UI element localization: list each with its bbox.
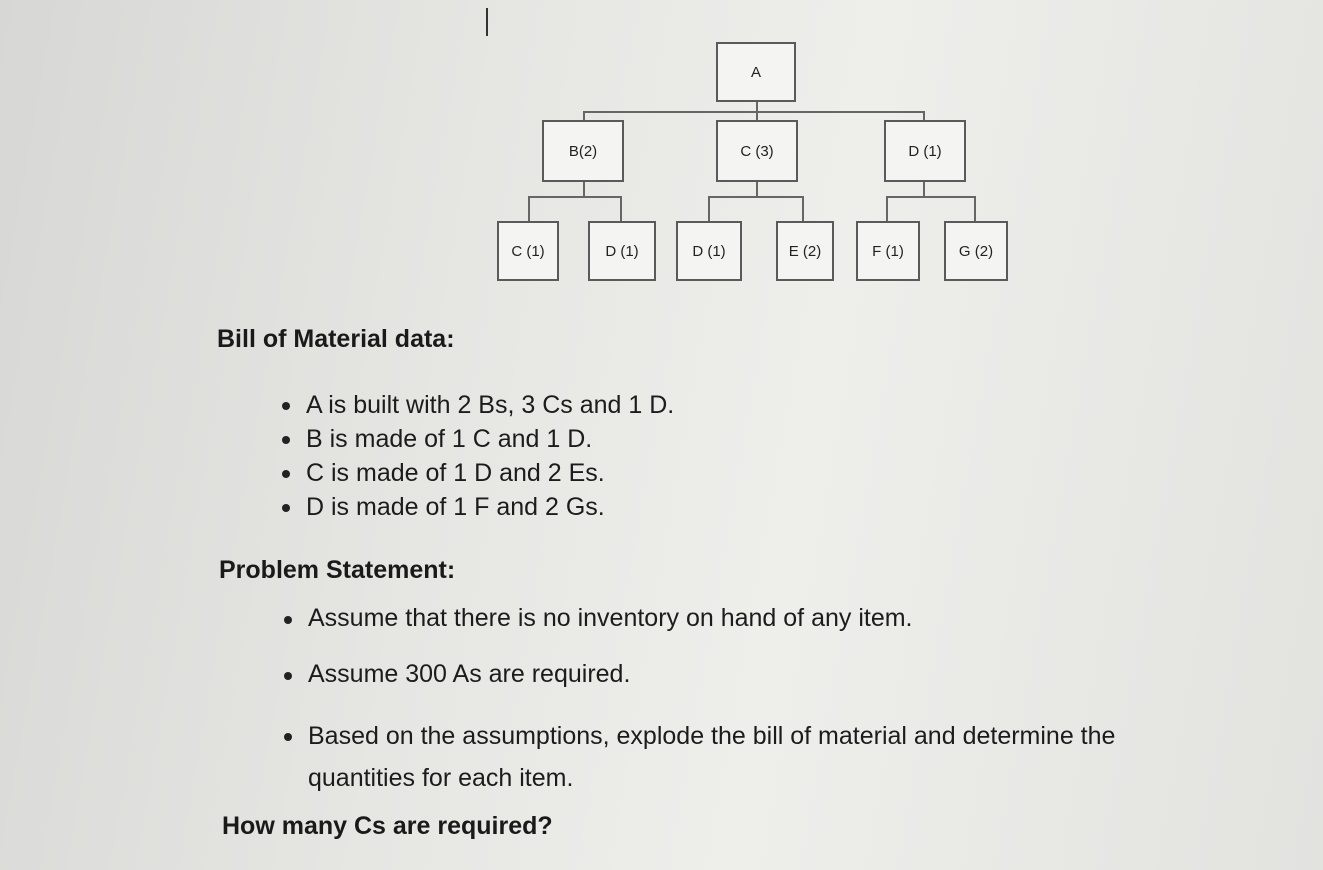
node-b: B(2)	[542, 120, 624, 182]
list-item: C is made of 1 D and 2 Es.	[306, 456, 674, 490]
bom-list	[306, 388, 674, 524]
list-item: Assume that there is no inventory on hand of any item.	[308, 603, 1218, 633]
node-c-e: E (2)	[776, 221, 834, 281]
question-text: How many Cs are required?	[222, 812, 553, 840]
list-item: B is made of 1 C and 1 D.	[306, 422, 674, 456]
list-item: Assume 300 As are required.	[308, 659, 1218, 689]
bom-tree-diagram	[0, 0, 1323, 300]
problem-list	[308, 603, 1218, 825]
connector	[886, 196, 888, 222]
connector	[528, 196, 530, 222]
node-d-f: F (1)	[856, 221, 920, 281]
connector	[974, 196, 976, 222]
connector	[886, 196, 976, 198]
connector	[583, 111, 925, 113]
connector	[583, 181, 585, 197]
connector	[802, 196, 804, 222]
connector	[620, 196, 622, 222]
problem-heading: Problem Statement:	[219, 556, 456, 584]
node-c-d: D (1)	[676, 221, 742, 281]
node-d: D (1)	[884, 120, 966, 182]
connector	[708, 196, 804, 198]
connector	[708, 196, 710, 222]
node-c: C (3)	[716, 120, 798, 182]
node-d-g: G (2)	[944, 221, 1008, 281]
connector	[923, 181, 925, 197]
list-item: A is built with 2 Bs, 3 Cs and 1 D.	[306, 388, 674, 422]
node-b-d: D (1)	[588, 221, 656, 281]
connector	[528, 196, 622, 198]
node-a: A	[716, 42, 796, 102]
bom-heading: Bill of Material data:	[217, 325, 455, 353]
list-item: Based on the assumptions, explode the bill of material and determine the quantities for each item.	[308, 715, 1218, 799]
connector	[756, 181, 758, 197]
node-b-c: C (1)	[497, 221, 559, 281]
list-item: D is made of 1 F and 2 Gs.	[306, 490, 674, 524]
